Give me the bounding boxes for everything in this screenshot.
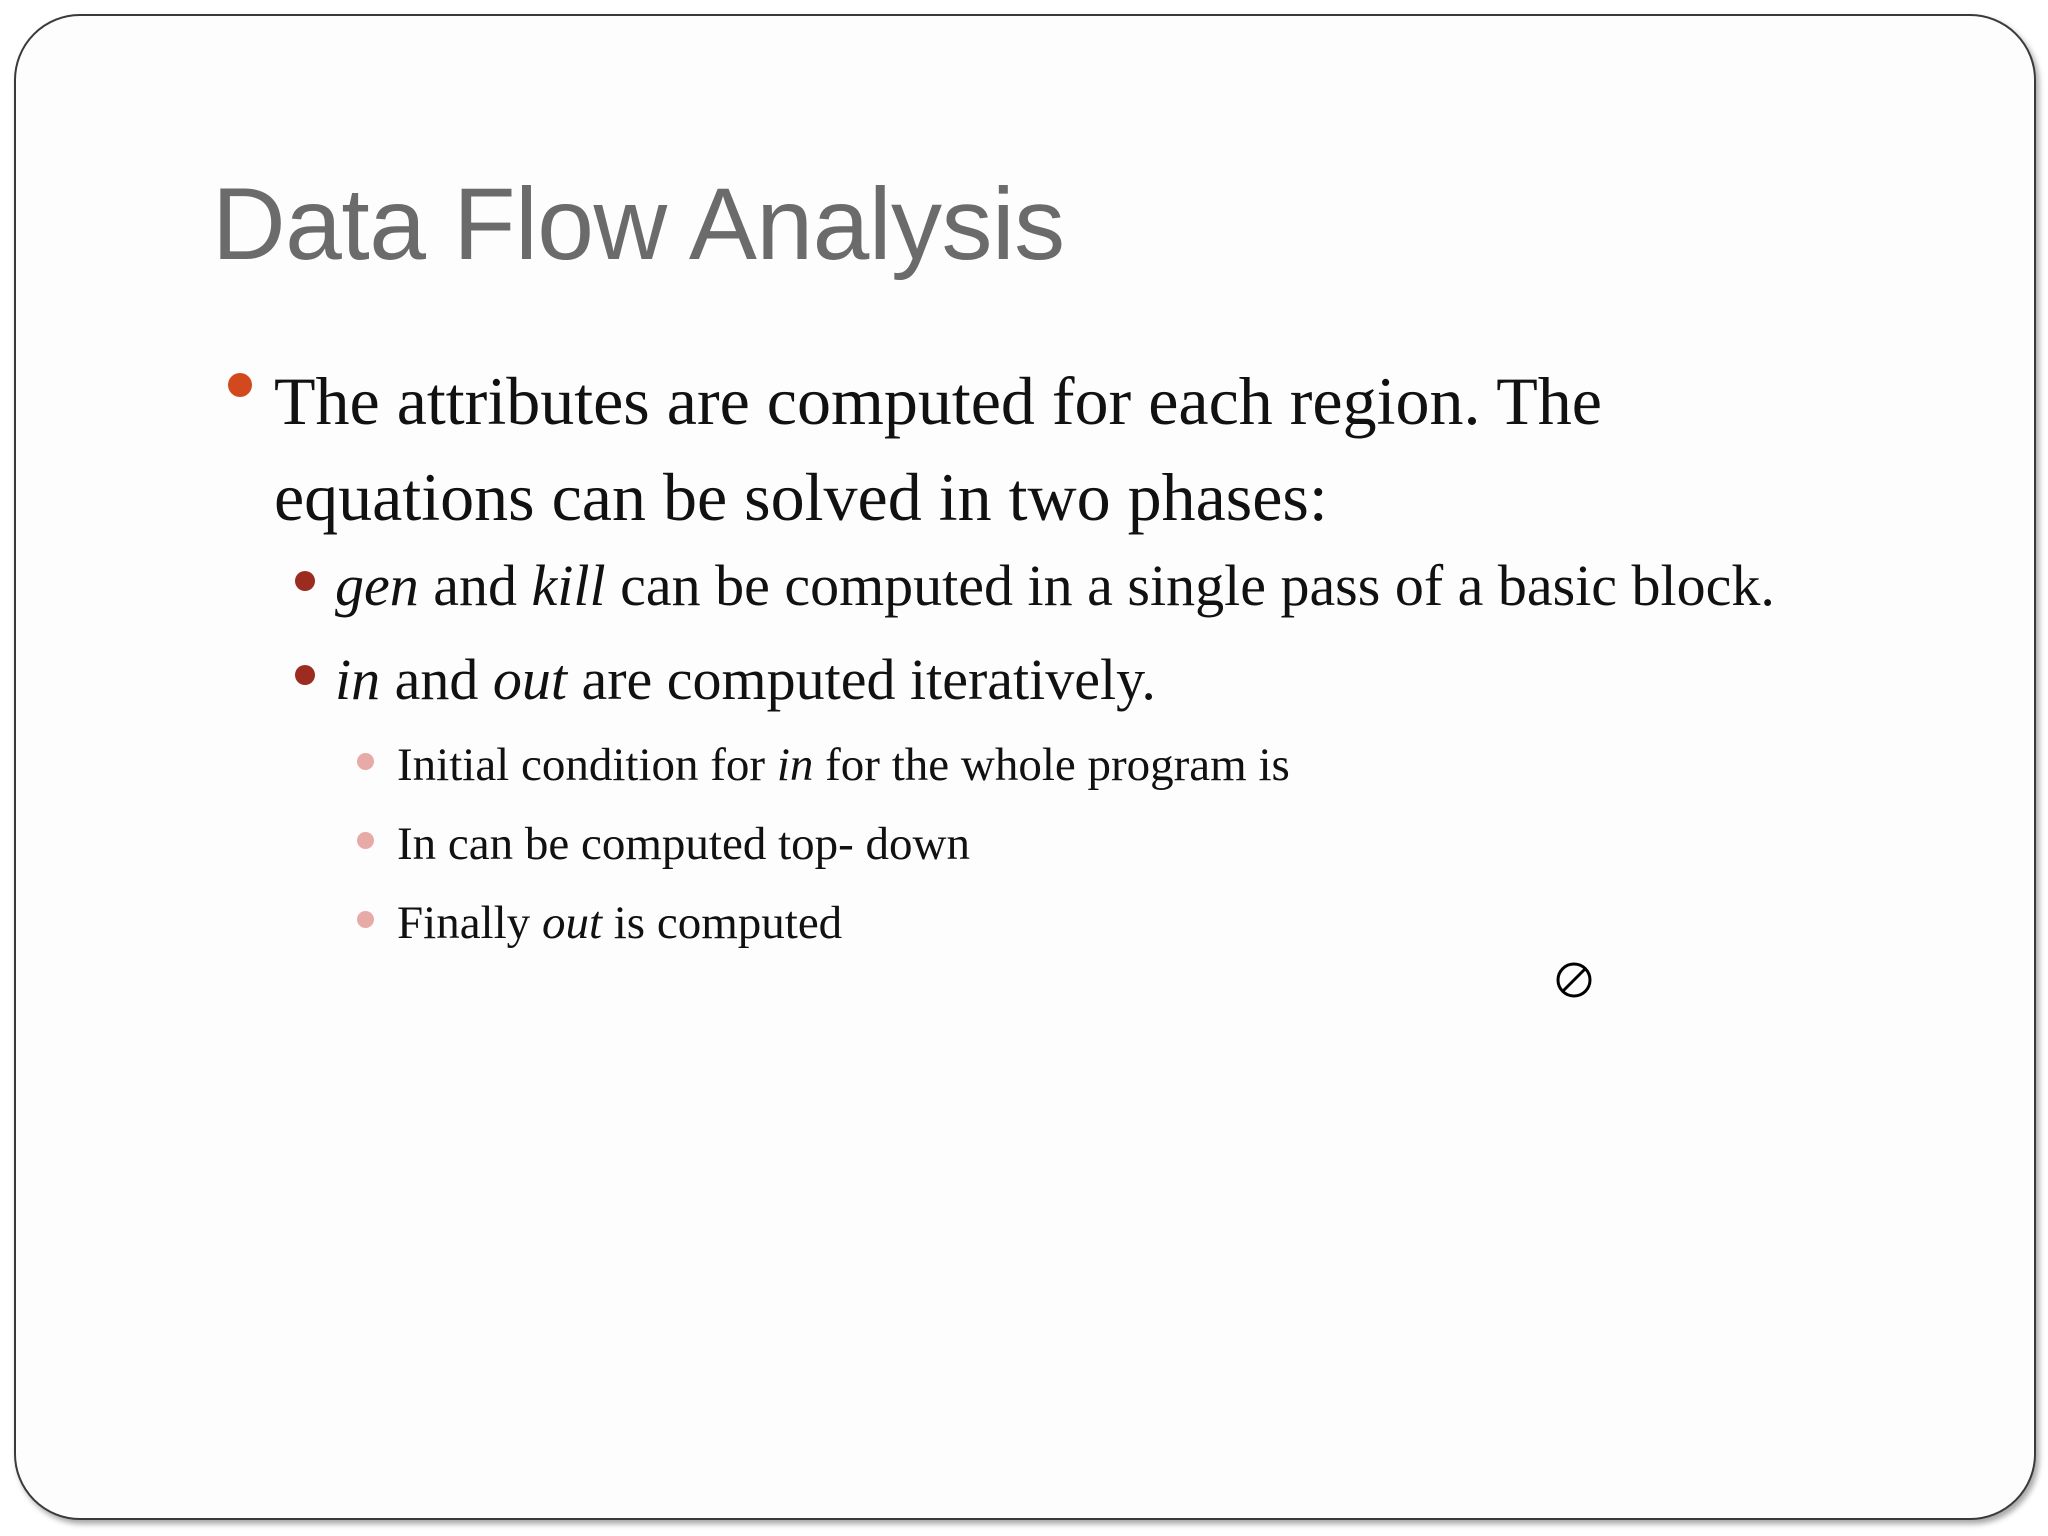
bullet-level2-gen-kill [335,551,1935,621]
bullet-text: Initial condition for [397,739,777,791]
bullet-text: and [418,553,532,618]
bullet-dot-icon [357,832,374,849]
bullet-level1 [274,353,1774,545]
bullet-text: is computed [602,897,843,949]
term-in: in [776,739,814,791]
bullet-text: Finally [397,897,542,949]
bullet-text: In can be computed top- down [397,818,970,870]
bullet-dot-icon [295,665,315,685]
term-in: in [335,647,381,712]
bullet-dot-icon [357,911,374,928]
term-out: out [541,897,602,949]
term-out: out [492,647,567,712]
bullet-text: The attributes are computed for each region. The equations can be solved in two phases: [274,363,1602,535]
bullet-text: and [380,647,493,712]
bullet-text: for the whole program is [813,739,1290,791]
slide-title: Data Flow Analysis [212,167,1065,281]
bullet-dot-icon [357,753,374,770]
term-gen: gen [335,553,419,618]
bullet-level3-initial-condition [397,735,1797,795]
bullet-level3-top-down [397,814,1797,874]
bullet-text: are computed iteratively. [567,647,1156,712]
bullet-dot-icon [228,373,252,397]
bullet-level3-finally-out [397,893,1797,953]
term-kill: kill [531,553,606,618]
bullet-level2-in-out [335,645,1935,715]
bullet-dot-icon [295,571,315,591]
bullet-text: can be computed in a single pass of a basic block. [605,553,1775,618]
empty-set-symbol-icon [1554,960,1594,1000]
